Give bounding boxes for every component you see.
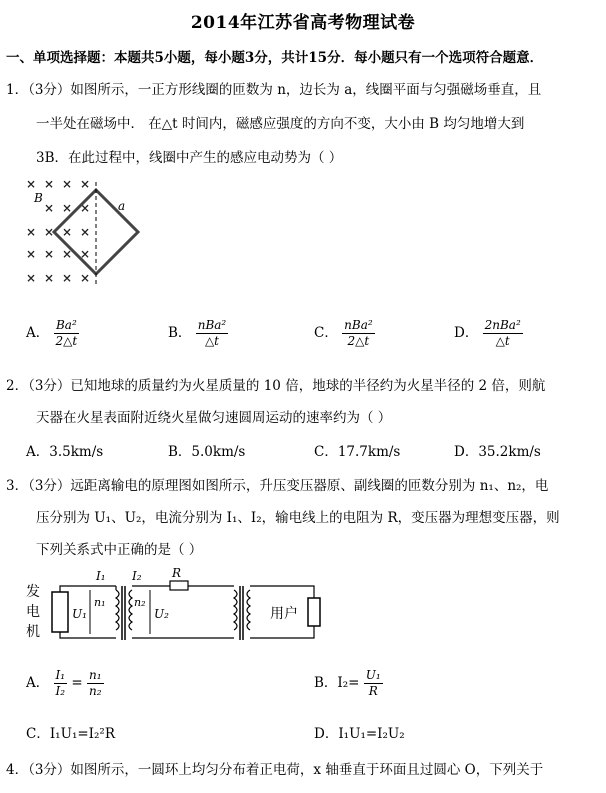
q1-option-a: A． $\frac{\text{Ba²}}{2\triangle t}$ — [26, 318, 78, 348]
field-cross: × — [26, 247, 37, 261]
q3-option-c: C．I₁U₁=I₂²R — [26, 726, 115, 742]
q2-option-a: A．3.5km/s — [26, 444, 104, 460]
field-cross: × — [62, 225, 73, 239]
field-cross: × — [44, 271, 55, 285]
transformer-1-secondary — [129, 590, 132, 630]
q4-line-1: 4．（3分）如图所示，一圆环上均匀分布着正电荷，x 轴垂直于环面且过圆心 O，下列关于 — [6, 762, 544, 778]
q3-option-d: D．I₁U₁=I₂U₂ — [314, 726, 405, 742]
field-cross: × — [26, 225, 37, 239]
q3-figure-transmission-circuit — [22, 566, 332, 646]
user-load — [308, 598, 320, 626]
label-R: R — [172, 566, 182, 580]
label-I1: I₁ — [96, 569, 106, 583]
label-n1: n₁ — [94, 596, 106, 609]
q1-line-3: 3B．在此过程中，线圈中产生的感应电动势为（ ） — [36, 150, 343, 166]
transformer-1-primary — [116, 590, 119, 630]
q1-line-2: 一半处在磁场中． 在△t 时间内，磁感应强度的方向不变，大小由 B 均匀地增大到 — [36, 116, 525, 132]
q1-option-c: C． $\frac{\text{nBa²}}{2\triangle t}$ — [314, 318, 373, 348]
generator-label-3: 机 — [26, 624, 40, 640]
transformer-2-primary — [234, 590, 237, 630]
field-cross: × — [26, 271, 37, 285]
field-cross: × — [80, 271, 91, 285]
field-cross: × — [62, 271, 73, 285]
field-cross: × — [44, 177, 55, 191]
resistor-R — [170, 581, 188, 590]
generator-label-1: 发 — [26, 584, 40, 600]
field-cross: × — [62, 201, 73, 215]
field-cross: × — [44, 247, 55, 261]
q3-line-1: 3．（3分）远距离输电的原理图如图所示，升压变压器原、副线圈的匝数分别为 n₁、n₂，电 — [6, 478, 549, 494]
label-user: 用户 — [270, 606, 298, 622]
field-cross: × — [62, 177, 73, 191]
q2-line-1: 2．（3分）已知地球的质量约为火星质量的 10 倍，地球的半径约为火星半径的 2 倍，则航 — [6, 378, 546, 394]
q3-option-a: A． $\frac{\text{I₁}}{\text{I₂}}$ = $\frac{\text{n₁}}{\text{n₂}}$ — [26, 668, 102, 698]
section-heading: 一、单项选择题：本题共5小题，每小题3分，共计15分．每小题只有一个选项符合题意． — [6, 50, 544, 66]
q1-option-b: B． $\frac{\text{nBa²}}{\triangle t}$ — [168, 318, 227, 348]
field-cross: × — [44, 225, 55, 239]
label-I2: I₂ — [132, 569, 142, 583]
field-label-B: B — [34, 191, 43, 205]
q2-option-d: D．35.2km/s — [454, 444, 541, 460]
field-cross: × — [80, 247, 91, 261]
field-cross: × — [44, 201, 55, 215]
q3-option-b: B．I₂= $\frac{\text{U₁}}{R}$ — [314, 668, 381, 698]
label-U2: U₂ — [154, 607, 169, 621]
transformer-2-secondary — [247, 590, 250, 630]
q2-option-c: C．17.7km/s — [314, 444, 401, 460]
q3-line-3: 下列关系式中正确的是（ ） — [36, 542, 203, 558]
q2-option-b: B．5.0km/s — [168, 444, 246, 460]
label-U1: U₁ — [72, 607, 87, 621]
field-cross: × — [26, 177, 37, 191]
q1-option-d: D． $\frac{\text{2nBa²}}{\triangle t}$ — [454, 318, 521, 348]
field-cross: × — [80, 177, 91, 191]
side-label-a: a — [118, 199, 126, 213]
page-title: 2014年江苏省高考物理试卷 — [190, 13, 416, 33]
q1-figure-magnetic-field — [22, 172, 152, 292]
field-cross: × — [62, 247, 73, 261]
generator-label-2: 电 — [26, 604, 40, 620]
q3-line-2: 压分别为 U₁、U₂，电流分别为 I₁、I₂，输电线上的电阻为 R，变压器为理想变压器，则 — [36, 510, 560, 526]
field-cross: × — [80, 201, 91, 215]
label-n2: n₂ — [134, 596, 146, 609]
field-cross: × — [80, 225, 91, 239]
q2-line-2: 天器在火星表面附近绕火星做匀速圆周运动的速率约为（ ） — [36, 410, 392, 426]
generator-box — [52, 592, 68, 632]
q1-line-1: 1．（3分）如图所示，一正方形线圈的匝数为 n，边长为 a，线圈平面与匀强磁场垂直，且 — [6, 82, 542, 98]
